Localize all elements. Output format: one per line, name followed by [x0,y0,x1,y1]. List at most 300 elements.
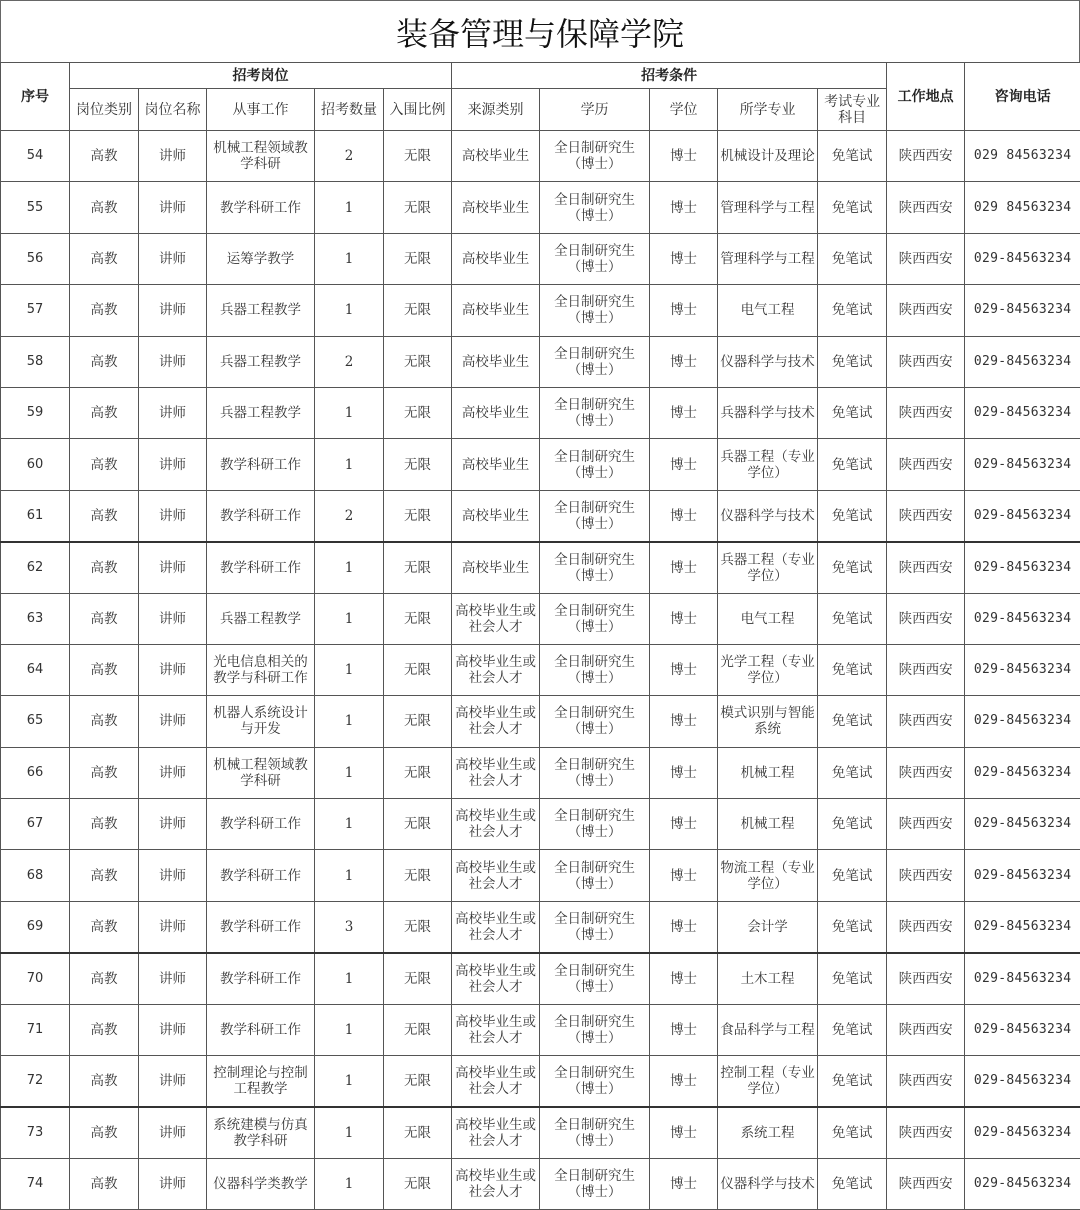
row-degree: 博士 [650,1107,718,1158]
row-post-name: 讲师 [139,387,207,438]
row-phone: 029-84563234 [965,285,1080,336]
row-exam: 免笔试 [818,850,887,901]
row-education: 全日制研究生（博士） [540,953,650,1004]
row-degree: 博士 [650,439,718,490]
row-source: 高校毕业生或社会人才 [452,747,540,798]
row-seq: 55 [1,182,70,233]
row-location: 陕西西安 [887,387,965,438]
table-row [1,850,1080,901]
row-location: 陕西西安 [887,1004,965,1055]
row-category: 高教 [70,901,139,952]
table-row [1,1056,1080,1107]
row-category: 高教 [70,953,139,1004]
row-count: 1 [315,799,384,850]
row-post-name: 讲师 [139,1004,207,1055]
row-source: 高校毕业生 [452,336,540,387]
row-seq: 61 [1,490,70,541]
row-seq: 54 [1,131,70,182]
row-source: 高校毕业生 [452,490,540,541]
row-phone: 029 84563234 [965,131,1080,182]
row-count: 1 [315,233,384,284]
row-major: 机械设计及理论 [718,131,818,182]
row-phone: 029-84563234 [965,387,1080,438]
header-group-position: 招考岗位 [70,63,452,89]
row-major: 物流工程（专业学位） [718,850,818,901]
row-category: 高教 [70,696,139,747]
row-degree: 博士 [650,233,718,284]
row-count: 1 [315,953,384,1004]
row-category: 高教 [70,285,139,336]
row-exam: 免笔试 [818,490,887,541]
row-phone: 029-84563234 [965,644,1080,695]
row-ratio: 无限 [384,1107,452,1158]
row-source: 高校毕业生或社会人才 [452,644,540,695]
row-ratio: 无限 [384,799,452,850]
row-location: 陕西西安 [887,1158,965,1209]
row-exam: 免笔试 [818,131,887,182]
row-exam: 免笔试 [818,953,887,1004]
row-education: 全日制研究生（博士） [540,1107,650,1158]
row-degree: 博士 [650,1004,718,1055]
row-location: 陕西西安 [887,439,965,490]
row-education: 全日制研究生（博士） [540,439,650,490]
row-seq: 69 [1,901,70,952]
table-row [1,1107,1080,1158]
row-category: 高教 [70,799,139,850]
row-count: 1 [315,285,384,336]
table-row [1,593,1080,644]
table-row [1,542,1080,593]
row-ratio: 无限 [384,1158,452,1209]
row-education: 全日制研究生（博士） [540,233,650,284]
table-row [1,490,1080,541]
row-education: 全日制研究生（博士） [540,336,650,387]
row-degree: 博士 [650,747,718,798]
row-education: 全日制研究生（博士） [540,1056,650,1107]
row-post-name: 讲师 [139,233,207,284]
row-post-name: 讲师 [139,182,207,233]
row-education: 全日制研究生（博士） [540,387,650,438]
row-count: 1 [315,182,384,233]
row-post-name: 讲师 [139,747,207,798]
page-title: 装备管理与保障学院 [0,0,1080,62]
row-exam: 免笔试 [818,799,887,850]
row-work: 教学科研工作 [207,953,315,1004]
row-count: 1 [315,696,384,747]
row-post-name: 讲师 [139,1107,207,1158]
row-phone: 029-84563234 [965,901,1080,952]
row-seq: 65 [1,696,70,747]
row-degree: 博士 [650,850,718,901]
row-phone: 029-84563234 [965,1107,1080,1158]
row-degree: 博士 [650,490,718,541]
header-count: 招考数量 [315,89,384,131]
row-major: 模式识别与智能系统 [718,696,818,747]
table-row [1,131,1080,182]
row-work: 光电信息相关的教学与科研工作 [207,644,315,695]
row-work: 教学科研工作 [207,901,315,952]
row-major: 土木工程 [718,953,818,1004]
row-major: 兵器科学与技术 [718,387,818,438]
row-education: 全日制研究生（博士） [540,131,650,182]
row-seq: 71 [1,1004,70,1055]
row-major: 仪器科学与技术 [718,336,818,387]
row-category: 高教 [70,233,139,284]
table-row [1,696,1080,747]
row-count: 1 [315,593,384,644]
row-phone: 029-84563234 [965,1056,1080,1107]
row-location: 陕西西安 [887,901,965,952]
row-count: 1 [315,644,384,695]
row-exam: 免笔试 [818,1004,887,1055]
row-exam: 免笔试 [818,182,887,233]
table-row [1,1158,1080,1209]
row-education: 全日制研究生（博士） [540,593,650,644]
row-major: 仪器科学与技术 [718,490,818,541]
row-degree: 博士 [650,953,718,1004]
row-phone: 029-84563234 [965,696,1080,747]
row-location: 陕西西安 [887,696,965,747]
row-location: 陕西西安 [887,850,965,901]
row-seq: 64 [1,644,70,695]
row-ratio: 无限 [384,644,452,695]
row-ratio: 无限 [384,1056,452,1107]
row-source: 高校毕业生或社会人才 [452,593,540,644]
row-source: 高校毕业生或社会人才 [452,1056,540,1107]
table-row [1,233,1080,284]
row-exam: 免笔试 [818,901,887,952]
table-row [1,747,1080,798]
row-work: 运筹学教学 [207,233,315,284]
row-source: 高校毕业生 [452,131,540,182]
row-phone: 029-84563234 [965,542,1080,593]
table-row [1,285,1080,336]
row-source: 高校毕业生 [452,233,540,284]
row-work: 机械工程领域教学科研 [207,131,315,182]
row-post-name: 讲师 [139,901,207,952]
row-ratio: 无限 [384,131,452,182]
row-source: 高校毕业生或社会人才 [452,850,540,901]
row-education: 全日制研究生（博士） [540,696,650,747]
row-major: 兵器工程（专业学位） [718,542,818,593]
row-phone: 029-84563234 [965,1158,1080,1209]
row-source: 高校毕业生 [452,387,540,438]
row-exam: 免笔试 [818,387,887,438]
row-category: 高教 [70,182,139,233]
row-post-name: 讲师 [139,850,207,901]
row-post-name: 讲师 [139,1158,207,1209]
row-seq: 70 [1,953,70,1004]
table-row [1,644,1080,695]
row-count: 1 [315,1158,384,1209]
row-source: 高校毕业生或社会人才 [452,1158,540,1209]
row-education: 全日制研究生（博士） [540,644,650,695]
header-ratio: 入围比例 [384,89,452,131]
row-education: 全日制研究生（博士） [540,799,650,850]
row-work: 机器人系统设计与开发 [207,696,315,747]
row-education: 全日制研究生（博士） [540,1004,650,1055]
row-post-name: 讲师 [139,336,207,387]
row-seq: 60 [1,439,70,490]
row-exam: 免笔试 [818,285,887,336]
row-work: 兵器工程教学 [207,387,315,438]
row-phone: 029-84563234 [965,953,1080,1004]
header-category: 岗位类别 [70,89,139,131]
row-major: 光学工程（专业学位） [718,644,818,695]
row-post-name: 讲师 [139,953,207,1004]
row-major: 机械工程 [718,747,818,798]
recruitment-table [0,62,1080,1210]
row-exam: 免笔试 [818,1056,887,1107]
row-major: 会计学 [718,901,818,952]
row-post-name: 讲师 [139,593,207,644]
row-category: 高教 [70,1004,139,1055]
row-exam: 免笔试 [818,747,887,798]
header-education: 学历 [540,89,650,131]
row-location: 陕西西安 [887,953,965,1004]
row-work: 控制理论与控制工程教学 [207,1056,315,1107]
row-phone: 029-84563234 [965,747,1080,798]
row-exam: 免笔试 [818,439,887,490]
row-education: 全日制研究生（博士） [540,542,650,593]
row-degree: 博士 [650,644,718,695]
row-ratio: 无限 [384,439,452,490]
row-degree: 博士 [650,285,718,336]
table-row [1,953,1080,1004]
row-phone: 029-84563234 [965,850,1080,901]
row-location: 陕西西安 [887,1107,965,1158]
row-count: 2 [315,490,384,541]
row-count: 1 [315,439,384,490]
row-work: 系统建模与仿真教学科研 [207,1107,315,1158]
row-ratio: 无限 [384,182,452,233]
row-source: 高校毕业生 [452,182,540,233]
row-major: 机械工程 [718,799,818,850]
row-source: 高校毕业生 [452,542,540,593]
row-phone: 029-84563234 [965,1004,1080,1055]
row-source: 高校毕业生 [452,285,540,336]
row-seq: 72 [1,1056,70,1107]
row-category: 高教 [70,644,139,695]
row-exam: 免笔试 [818,644,887,695]
row-location: 陕西西安 [887,593,965,644]
row-seq: 66 [1,747,70,798]
row-ratio: 无限 [384,387,452,438]
header-phone: 咨询电话 [965,63,1080,131]
row-education: 全日制研究生（博士） [540,1158,650,1209]
row-work: 兵器工程教学 [207,336,315,387]
header-major: 所学专业 [718,89,818,131]
header-work: 从事工作 [207,89,315,131]
row-ratio: 无限 [384,336,452,387]
row-category: 高教 [70,336,139,387]
row-degree: 博士 [650,1158,718,1209]
row-count: 1 [315,850,384,901]
row-work: 机械工程领域教学科研 [207,747,315,798]
table-row [1,336,1080,387]
row-location: 陕西西安 [887,336,965,387]
row-post-name: 讲师 [139,696,207,747]
row-ratio: 无限 [384,490,452,541]
row-category: 高教 [70,1056,139,1107]
row-education: 全日制研究生（博士） [540,747,650,798]
row-post-name: 讲师 [139,439,207,490]
row-category: 高教 [70,747,139,798]
header-group-conditions: 招考条件 [452,63,887,89]
row-work: 兵器工程教学 [207,593,315,644]
row-phone: 029-84563234 [965,336,1080,387]
row-education: 全日制研究生（博士） [540,901,650,952]
row-source: 高校毕业生 [452,439,540,490]
row-count: 2 [315,131,384,182]
row-work: 教学科研工作 [207,490,315,541]
row-seq: 57 [1,285,70,336]
row-category: 高教 [70,1107,139,1158]
row-category: 高教 [70,387,139,438]
row-exam: 免笔试 [818,542,887,593]
row-source: 高校毕业生或社会人才 [452,799,540,850]
row-seq: 59 [1,387,70,438]
row-count: 1 [315,542,384,593]
row-exam: 免笔试 [818,696,887,747]
table-row [1,387,1080,438]
header-exam: 考试专业科目 [818,89,887,131]
row-ratio: 无限 [384,285,452,336]
row-post-name: 讲师 [139,131,207,182]
header-source: 来源类别 [452,89,540,131]
row-ratio: 无限 [384,1004,452,1055]
table-row [1,901,1080,952]
row-category: 高教 [70,131,139,182]
row-seq: 68 [1,850,70,901]
row-major: 控制工程（专业学位） [718,1056,818,1107]
row-post-name: 讲师 [139,799,207,850]
row-seq: 56 [1,233,70,284]
row-location: 陕西西安 [887,233,965,284]
row-count: 2 [315,336,384,387]
row-major: 仪器科学与技术 [718,1158,818,1209]
row-work: 教学科研工作 [207,799,315,850]
row-work: 仪器科学类教学 [207,1158,315,1209]
row-major: 管理科学与工程 [718,233,818,284]
row-degree: 博士 [650,696,718,747]
row-work: 教学科研工作 [207,542,315,593]
row-ratio: 无限 [384,747,452,798]
table-body [1,131,1080,1210]
row-exam: 免笔试 [818,336,887,387]
table-header [1,63,1080,131]
row-exam: 免笔试 [818,593,887,644]
row-seq: 67 [1,799,70,850]
header-degree: 学位 [650,89,718,131]
row-major: 电气工程 [718,593,818,644]
row-degree: 博士 [650,799,718,850]
header-post-name: 岗位名称 [139,89,207,131]
row-ratio: 无限 [384,593,452,644]
row-phone: 029-84563234 [965,490,1080,541]
row-seq: 74 [1,1158,70,1209]
row-category: 高教 [70,850,139,901]
row-phone: 029-84563234 [965,439,1080,490]
row-category: 高教 [70,439,139,490]
row-exam: 免笔试 [818,1107,887,1158]
row-count: 1 [315,1056,384,1107]
row-work: 教学科研工作 [207,439,315,490]
header-location: 工作地点 [887,63,965,131]
header-seq: 序号 [1,63,70,131]
row-phone: 029-84563234 [965,593,1080,644]
row-major: 系统工程 [718,1107,818,1158]
row-phone: 029-84563234 [965,799,1080,850]
row-location: 陕西西安 [887,644,965,695]
row-category: 高教 [70,542,139,593]
row-seq: 62 [1,542,70,593]
row-post-name: 讲师 [139,1056,207,1107]
row-phone: 029-84563234 [965,233,1080,284]
row-count: 1 [315,1107,384,1158]
row-degree: 博士 [650,593,718,644]
row-major: 电气工程 [718,285,818,336]
row-phone: 029 84563234 [965,182,1080,233]
row-post-name: 讲师 [139,285,207,336]
row-degree: 博士 [650,336,718,387]
row-seq: 63 [1,593,70,644]
row-post-name: 讲师 [139,490,207,541]
table-row [1,799,1080,850]
row-source: 高校毕业生或社会人才 [452,696,540,747]
row-work: 兵器工程教学 [207,285,315,336]
row-ratio: 无限 [384,233,452,284]
row-degree: 博士 [650,901,718,952]
row-seq: 58 [1,336,70,387]
table-row [1,439,1080,490]
row-education: 全日制研究生（博士） [540,285,650,336]
row-post-name: 讲师 [139,644,207,695]
row-ratio: 无限 [384,696,452,747]
row-ratio: 无限 [384,542,452,593]
row-exam: 免笔试 [818,1158,887,1209]
row-degree: 博士 [650,542,718,593]
row-source: 高校毕业生或社会人才 [452,953,540,1004]
row-count: 1 [315,387,384,438]
row-location: 陕西西安 [887,799,965,850]
row-work: 教学科研工作 [207,850,315,901]
row-location: 陕西西安 [887,747,965,798]
row-ratio: 无限 [384,953,452,1004]
row-category: 高教 [70,593,139,644]
row-source: 高校毕业生或社会人才 [452,1107,540,1158]
row-ratio: 无限 [384,901,452,952]
table-row [1,182,1080,233]
row-count: 1 [315,1004,384,1055]
row-location: 陕西西安 [887,285,965,336]
row-degree: 博士 [650,387,718,438]
row-category: 高教 [70,490,139,541]
row-location: 陕西西安 [887,490,965,541]
row-exam: 免笔试 [818,233,887,284]
row-count: 1 [315,747,384,798]
row-source: 高校毕业生或社会人才 [452,1004,540,1055]
row-education: 全日制研究生（博士） [540,182,650,233]
row-seq: 73 [1,1107,70,1158]
row-work: 教学科研工作 [207,1004,315,1055]
row-major: 管理科学与工程 [718,182,818,233]
row-post-name: 讲师 [139,542,207,593]
row-ratio: 无限 [384,850,452,901]
row-location: 陕西西安 [887,182,965,233]
row-major: 兵器工程（专业学位） [718,439,818,490]
row-location: 陕西西安 [887,1056,965,1107]
